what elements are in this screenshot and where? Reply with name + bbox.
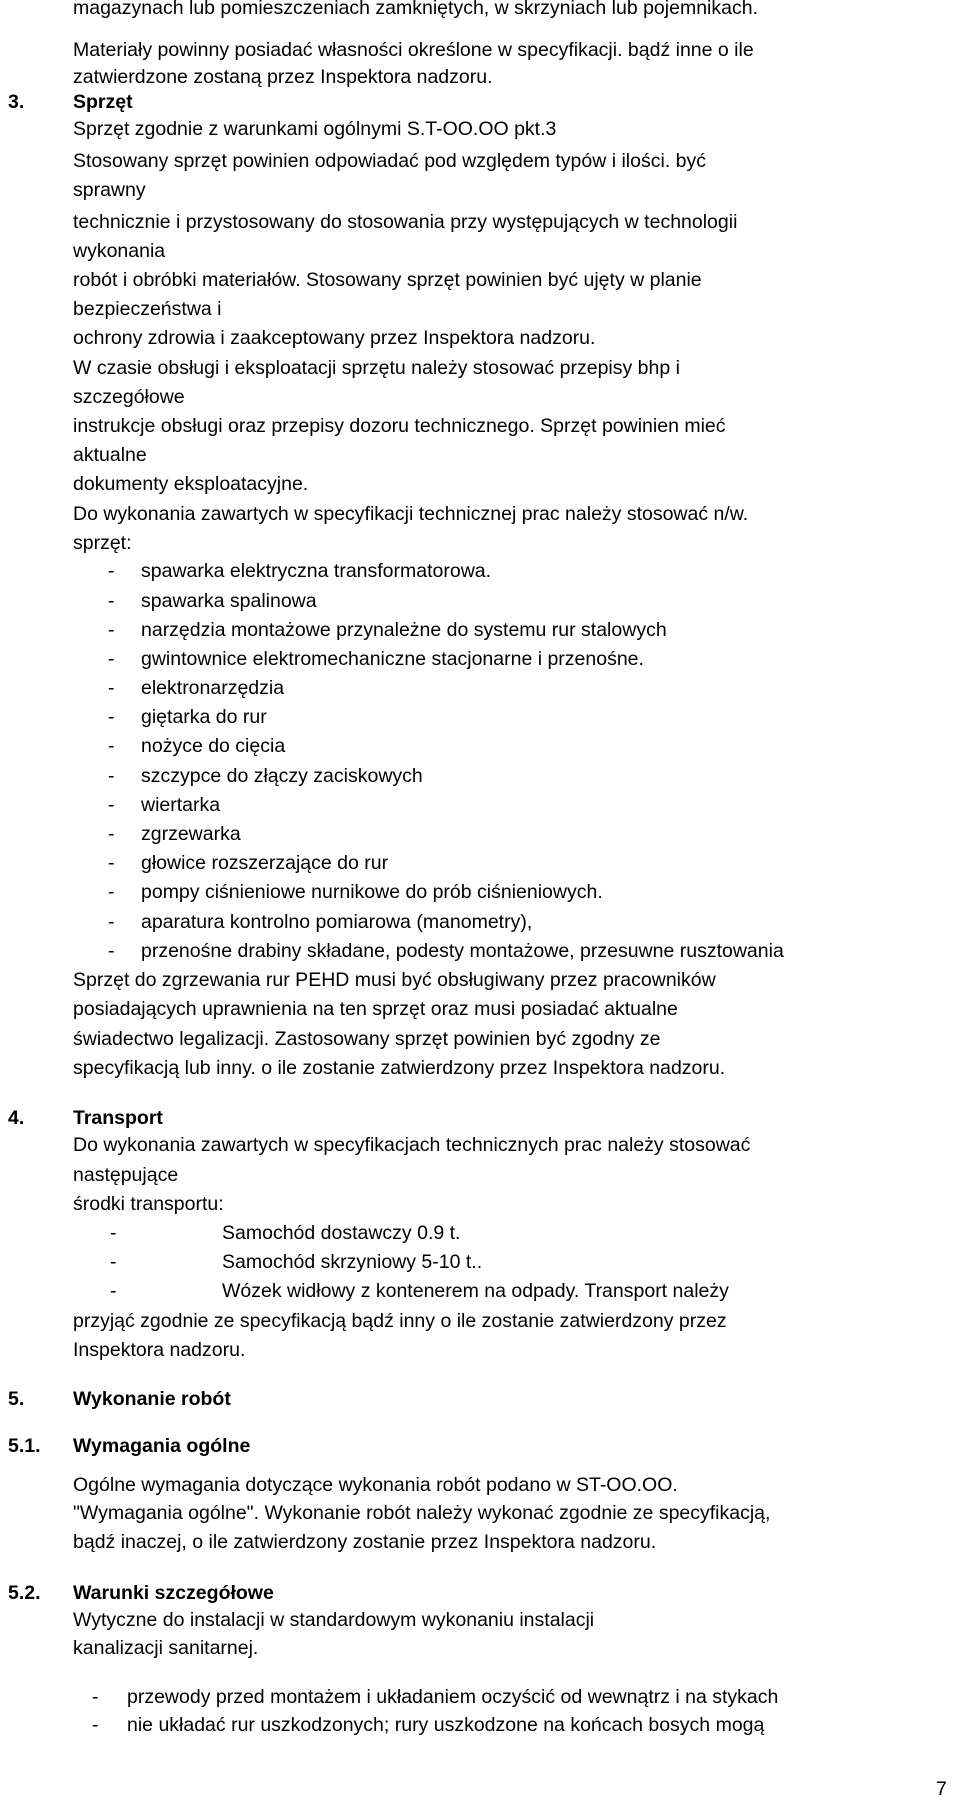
transport-closing-line: przyjąć zgodnie ze specyfikacją bądź inny o ile zostanie zatwierdzony przez	[73, 1310, 727, 1332]
equipment-paragraph-line: technicznie i przystosowany do stosowania przy występujących w technologii	[73, 211, 738, 233]
equipment-list-item: zgrzewarka	[141, 823, 241, 845]
equipment-list-item: głowice rozszerzające do rur	[141, 852, 389, 874]
list-bullet-dash: -	[92, 1714, 99, 1736]
list-bullet-dash: -	[108, 648, 115, 670]
materials-line-1: Materiały powinny posiadać własności określone w specyfikacji. bądź inne o ile	[73, 39, 754, 61]
list-bullet-dash: -	[108, 940, 115, 962]
equipment-paragraph-line: wykonania	[73, 240, 166, 262]
equipment-list-item: aparatura kontrolno pomiarowa (manometry),	[141, 911, 533, 933]
list-bullet-dash: -	[108, 706, 115, 728]
section-3-number: 3.	[8, 91, 25, 113]
list-bullet-dash: -	[108, 881, 115, 903]
equipment-paragraph-line: instrukcje obsługi oraz przepisy dozoru technicznego. Sprzęt powinien mieć	[73, 415, 726, 437]
equipment-closing-line: posiadających uprawnienia na ten sprzęt oraz musi posiadać aktualne	[73, 998, 678, 1020]
vehicle-list-item: Samochód dostawczy 0.9 t.	[222, 1222, 461, 1244]
equipment-list-item: elektronarzędzia	[141, 677, 285, 699]
list-bullet-dash: -	[110, 1280, 117, 1302]
equipment-paragraph-line: sprzęt:	[73, 532, 132, 554]
transport-intro-line: środki transportu:	[73, 1193, 224, 1215]
section-5-1-number: 5.1.	[8, 1435, 41, 1457]
vehicle-list-item: Wózek widłowy z kontenerem na odpady. Transport należy	[222, 1280, 729, 1302]
equipment-list-item: wiertarka	[141, 794, 221, 816]
equipment-paragraph-line: sprawny	[73, 179, 146, 201]
section-4-title: Transport	[73, 1107, 163, 1129]
equipment-paragraph-line: szczegółowe	[73, 386, 185, 408]
equipment-list-item: giętarka do rur	[141, 706, 267, 728]
equipment-closing-line: świadectwo legalizacji. Zastosowany sprzęt powinien być zgodny ze	[73, 1028, 661, 1050]
list-bullet-dash: -	[108, 911, 115, 933]
list-bullet-dash: -	[110, 1222, 117, 1244]
equipment-paragraph-line: bezpieczeństwa i	[73, 298, 222, 320]
general-requirements-line: Ogólne wymagania dotyczące wykonania robót podano w ST-OO.OO.	[73, 1474, 678, 1496]
equipment-paragraph-line: W czasie obsługi i eksploatacji sprzętu należy stosować przepisy bhp i	[73, 357, 680, 379]
list-bullet-dash: -	[108, 852, 115, 874]
section-5-2-title: Warunki szczegółowe	[73, 1582, 274, 1604]
equipment-paragraph-line: Sprzęt zgodnie z warunkami ogólnymi S.T-OO.OO pkt.3	[73, 118, 557, 140]
list-bullet-dash: -	[108, 823, 115, 845]
equipment-closing-line: specyfikacją lub inny. o ile zostanie zatwierdzony przez Inspektora nadzoru.	[73, 1057, 726, 1079]
equipment-paragraph-line: robót i obróbki materiałów. Stosowany sprzęt powinien być ujęty w planie	[73, 269, 702, 291]
equipment-list-item: narzędzia montażowe przynależne do systemu rur stalowych	[141, 619, 667, 641]
section-5-number: 5.	[8, 1388, 25, 1410]
materials-line-2: zatwierdzone zostaną przez Inspektora nadzoru.	[73, 66, 493, 88]
list-bullet-dash: -	[108, 794, 115, 816]
section-5-title: Wykonanie robót	[73, 1388, 231, 1410]
page-number: 7	[936, 1778, 947, 1800]
equipment-list-item: gwintownice elektromechaniczne stacjonarne i przenośne.	[141, 648, 644, 670]
general-requirements-line: bądź inaczej, o ile zatwierdzony zostanie przez Inspektora nadzoru.	[73, 1531, 657, 1553]
vehicle-list-item: Samochód skrzyniowy 5-10 t..	[222, 1251, 483, 1273]
transport-intro-line: Do wykonania zawartych w specyfikacjach technicznych prac należy stosować	[73, 1134, 751, 1156]
detailed-conditions-line: kanalizacji sanitarnej.	[73, 1637, 259, 1659]
list-bullet-dash: -	[108, 735, 115, 757]
equipment-paragraph-line: aktualne	[73, 444, 147, 466]
list-bullet-dash: -	[110, 1251, 117, 1273]
list-bullet-dash: -	[108, 619, 115, 641]
equipment-list-item: szczypce do złączy zaciskowych	[141, 765, 423, 787]
equipment-list-item: spawarka elektryczna transformatorowa.	[141, 560, 492, 582]
equipment-paragraph-line: ochrony zdrowia i zaakceptowany przez Inspektora nadzoru.	[73, 327, 596, 349]
equipment-closing-line: Sprzęt do zgrzewania rur PEHD musi być obsługiwany przez pracowników	[73, 969, 716, 991]
equipment-list-item: spawarka spalinowa	[141, 590, 317, 612]
section-3-title: Sprzęt	[73, 91, 133, 113]
section-5-1-title: Wymagania ogólne	[73, 1435, 251, 1457]
section-4-number: 4.	[8, 1107, 25, 1129]
equipment-list-item: pompy ciśnieniowe nurnikowe do prób ciśnieniowych.	[141, 881, 603, 903]
section-5-2-number: 5.2.	[8, 1582, 41, 1604]
installation-rule-item: przewody przed montażem i układaniem oczyścić od wewnątrz i na stykach	[127, 1686, 779, 1708]
list-bullet-dash: -	[108, 677, 115, 699]
list-bullet-dash: -	[108, 765, 115, 787]
equipment-list-item: nożyce do cięcia	[141, 735, 286, 757]
equipment-paragraph-line: dokumenty eksploatacyjne.	[73, 473, 309, 495]
equipment-list-item: przenośne drabiny składane, podesty montażowe, przesuwne rusztowania	[141, 940, 784, 962]
list-bullet-dash: -	[108, 560, 115, 582]
transport-closing-line: Inspektora nadzoru.	[73, 1339, 246, 1361]
detailed-conditions-line: Wytyczne do instalacji w standardowym wykonaniu instalacji	[73, 1609, 595, 1631]
continuation-line: magazynach lub pomieszczeniach zamkniętych, w skrzyniach lub pojemnikach.	[73, 0, 758, 19]
installation-rule-item: nie układać rur uszkodzonych; rury uszkodzone na końcach bosych mogą	[127, 1714, 765, 1736]
transport-intro-line: następujące	[73, 1164, 179, 1186]
list-bullet-dash: -	[108, 590, 115, 612]
list-bullet-dash: -	[92, 1686, 99, 1708]
equipment-paragraph-line: Do wykonania zawartych w specyfikacji technicznej prac należy stosować n/w.	[73, 503, 749, 525]
equipment-paragraph-line: Stosowany sprzęt powinien odpowiadać pod względem typów i ilości. być	[73, 150, 706, 172]
general-requirements-line: "Wymagania ogólne". Wykonanie robót należy wykonać zgodnie ze specyfikacją,	[73, 1502, 771, 1524]
